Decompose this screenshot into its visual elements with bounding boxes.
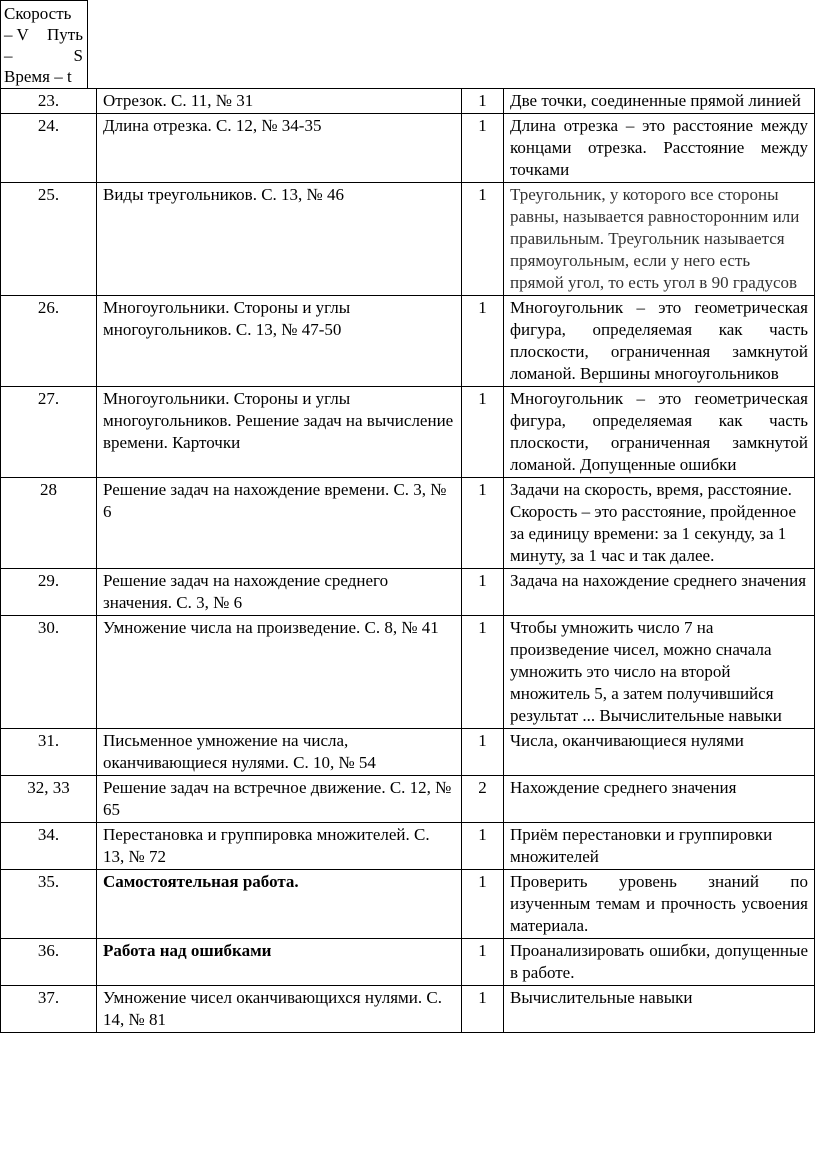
table-row bbox=[1, 569, 815, 616]
lesson-topic-cell: Решение задач на встречное движение. С. 12, № 65 bbox=[97, 776, 462, 823]
header-line-2b: Путь bbox=[47, 25, 83, 44]
lesson-description-cell: Две точки, соединенные прямой линией bbox=[504, 89, 815, 114]
table-row bbox=[1, 89, 815, 114]
header-note-box bbox=[0, 0, 88, 88]
lesson-description-cell: Задача на нахождение среднего значения bbox=[504, 569, 815, 616]
lesson-topic-cell: Виды треугольников. С. 13, № 46 bbox=[97, 183, 462, 296]
lesson-description-cell: Многоугольник – это геометрическая фигура, определяемая как часть плоскости, ограниченная замкнутой ломаной. Допущенные ошибки bbox=[504, 387, 815, 478]
lesson-description-cell: Задачи на скорость, время, расстояние. Скорость – это расстояние, пройденное за единицу времени: за 1 секунду, за 1 минуту, за 1 час и так далее. bbox=[504, 478, 815, 569]
table-row bbox=[1, 939, 815, 986]
lesson-hours-cell: 1 bbox=[462, 296, 504, 387]
lesson-topic-cell: Работа над ошибками bbox=[97, 939, 462, 986]
table-row bbox=[1, 776, 815, 823]
table-row bbox=[1, 870, 815, 939]
lesson-topic-cell: Умножение числа на произведение. С. 8, № 41 bbox=[97, 616, 462, 729]
lesson-description-cell: Числа, оканчивающиеся нулями bbox=[504, 729, 815, 776]
lesson-number-cell: 29. bbox=[1, 569, 97, 616]
lesson-hours-cell: 1 bbox=[462, 986, 504, 1033]
table-row bbox=[1, 183, 815, 296]
lesson-number-cell: 31. bbox=[1, 729, 97, 776]
lesson-hours-cell: 1 bbox=[462, 616, 504, 729]
lesson-number-cell: 34. bbox=[1, 823, 97, 870]
table-row bbox=[1, 616, 815, 729]
lesson-hours-cell: 1 bbox=[462, 939, 504, 986]
lesson-topic-cell: Самостоятельная работа. bbox=[97, 870, 462, 939]
lesson-hours-cell: 1 bbox=[462, 387, 504, 478]
lesson-number-cell: 24. bbox=[1, 114, 97, 183]
header-line-3 bbox=[4, 45, 87, 66]
header-line-2 bbox=[4, 24, 87, 45]
lesson-hours-cell: 1 bbox=[462, 114, 504, 183]
lesson-hours-cell: 1 bbox=[462, 183, 504, 296]
lesson-topic-cell: Письменное умножение на числа, оканчивающиеся нулями. С. 10, № 54 bbox=[97, 729, 462, 776]
lesson-number-cell: 36. bbox=[1, 939, 97, 986]
lesson-number-cell: 23. bbox=[1, 89, 97, 114]
lesson-topic-cell: Умножение чисел оканчивающихся нулями. С. 14, № 81 bbox=[97, 986, 462, 1033]
lesson-number-cell: 30. bbox=[1, 616, 97, 729]
lesson-hours-cell: 2 bbox=[462, 776, 504, 823]
table-row bbox=[1, 478, 815, 569]
header-line-4: Время – t bbox=[4, 67, 72, 86]
lesson-hours-cell: 1 bbox=[462, 89, 504, 114]
lesson-topic-cell: Многоугольники. Стороны и углы многоугольников. С. 13, № 47-50 bbox=[97, 296, 462, 387]
table-row bbox=[1, 387, 815, 478]
header-line-3b: S bbox=[73, 46, 83, 65]
lesson-description-cell: Проверить уровень знаний по изученным темам и прочность усвоения материала. bbox=[504, 870, 815, 939]
lesson-hours-cell: 1 bbox=[462, 729, 504, 776]
lesson-plan-body bbox=[1, 89, 815, 1033]
lesson-hours-cell: 1 bbox=[462, 569, 504, 616]
table-row bbox=[1, 986, 815, 1033]
table-row bbox=[1, 114, 815, 183]
header-line-1: Скорость bbox=[4, 4, 72, 23]
table-row bbox=[1, 729, 815, 776]
lesson-hours-cell: 1 bbox=[462, 478, 504, 569]
lesson-description-cell: Приём перестановки и группировки множителей bbox=[504, 823, 815, 870]
lesson-hours-cell: 1 bbox=[462, 823, 504, 870]
lesson-number-cell: 35. bbox=[1, 870, 97, 939]
lesson-plan-table bbox=[0, 88, 815, 1033]
lesson-topic-cell: Перестановка и группировка множителей. С. 13, № 72 bbox=[97, 823, 462, 870]
lesson-topic-cell: Многоугольники. Стороны и углы многоугольников. Решение задач на вычисление времени. Карточки bbox=[97, 387, 462, 478]
lesson-topic-cell: Отрезок. С. 11, № 31 bbox=[97, 89, 462, 114]
header-line-3a: – bbox=[4, 46, 13, 65]
table-row bbox=[1, 296, 815, 387]
lesson-topic-cell: Решение задач на нахождение времени. С. 3, № 6 bbox=[97, 478, 462, 569]
lesson-description-cell: Чтобы умножить число 7 на произведение чисел, можно сначала умножить это число на второй множитель 5, а затем получившийся результат ... Вычислительные навыки bbox=[504, 616, 815, 729]
lesson-number-cell: 32, 33 bbox=[1, 776, 97, 823]
lesson-description-cell: Треугольник, у которого все стороны равны, называется равносторонним или правильным. Треугольник называется прямоугольным, если у него есть прямой угол, то есть угол в 90 градусов bbox=[504, 183, 815, 296]
table-row bbox=[1, 823, 815, 870]
lesson-description-cell: Многоугольник – это геометрическая фигура, определяемая как часть плоскости, ограниченная замкнутой ломаной. Вершины многоугольников bbox=[504, 296, 815, 387]
lesson-description-cell: Вычислительные навыки bbox=[504, 986, 815, 1033]
header-line-2a: – V bbox=[4, 25, 29, 44]
lesson-topic-cell: Решение задач на нахождение среднего значения. С. 3, № 6 bbox=[97, 569, 462, 616]
lesson-topic-cell: Длина отрезка. С. 12, № 34-35 bbox=[97, 114, 462, 183]
lesson-number-cell: 25. bbox=[1, 183, 97, 296]
lesson-description-cell: Нахождение среднего значения bbox=[504, 776, 815, 823]
lesson-number-cell: 37. bbox=[1, 986, 97, 1033]
lesson-hours-cell: 1 bbox=[462, 870, 504, 939]
lesson-description-cell: Проанализировать ошибки, допущенные в работе. bbox=[504, 939, 815, 986]
lesson-number-cell: 27. bbox=[1, 387, 97, 478]
lesson-number-cell: 28 bbox=[1, 478, 97, 569]
lesson-number-cell: 26. bbox=[1, 296, 97, 387]
lesson-description-cell: Длина отрезка – это расстояние между концами отрезка. Расстояние между точками bbox=[504, 114, 815, 183]
